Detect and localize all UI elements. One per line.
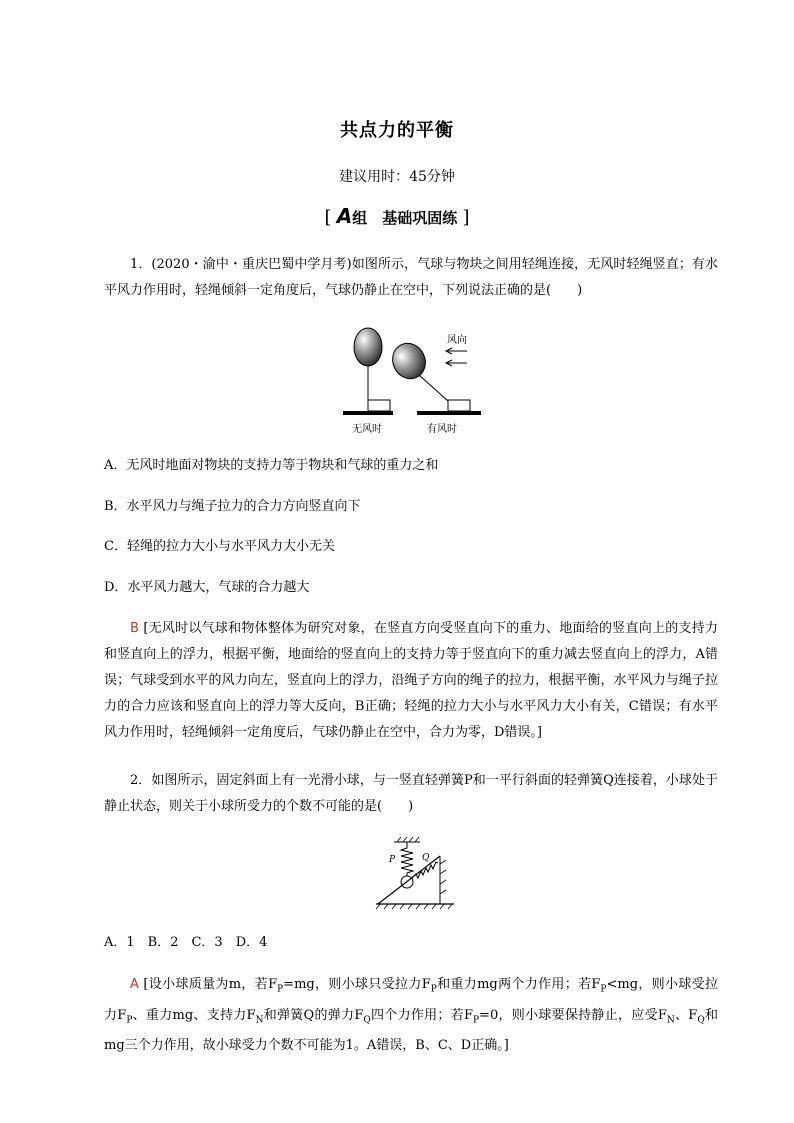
group-bracket-close: ] (462, 207, 470, 228)
block-with-wind (448, 400, 470, 411)
q1-figure (335, 325, 485, 440)
no-wind-caption: 无风时 (352, 424, 382, 435)
group-label: 组 基础巩固练 (352, 209, 458, 227)
spring-q (412, 862, 438, 878)
q2-explanation: [设小球质量为m，若$F_P=mg$，则小球只受拉力$F_P$和重力mg两个力作用；若$F_P<mg$，则小球受拉力$F_P$、重力mg、支持力$F_N$和弹簧Q的弹力$F_Q$四个力作用；若$F_P=0$，则小球要保持静止，应受$F_N$、$F_Q$和mg三个力作用，故小球受力个数不可能为1。A错误，B、C、D正确。] (104, 977, 719, 1054)
no-wind-scene (343, 328, 393, 415)
q1-explanation-block (104, 616, 718, 746)
q1-explanation: [无风时以气球和物体整体为研究对象，在竖直方向受竖直向下的重力、地面给的竖直向上的支持力和竖直向上的浮力，根据平衡，地面给的竖直向上的支持力等于竖直向下的重力减去竖直向上的浮力，A错误；气球受到水平的风力向左，竖直向上的浮力，沿绳子方向的绳子的拉力，根据平衡，水平风力与绳子拉力的合力应该和竖直向上的浮力等大反向，B正确；轻绳的拉力大小与水平风力大小有关，C错误；有水平风力作用时，轻绳倾斜一定角度后，气球仍静止在空中，合力为零，D错误。] (104, 621, 718, 740)
q1-option-a: A．无风时地面对物块的支持力等于物块和气球的重力之和 (104, 458, 439, 473)
ground-with-wind (417, 411, 481, 415)
q1-answer: B (130, 621, 139, 636)
ground-hatch (376, 904, 452, 909)
ceiling-hatch (397, 837, 419, 842)
q2-answer: A (130, 977, 139, 992)
q1-stem (104, 252, 718, 304)
group-bracket-open: [ (324, 207, 332, 228)
q1-option-d: D．水平风力越大，气球的合力越大 (104, 580, 310, 595)
block-no-wind (368, 400, 390, 411)
rope-with-wind (419, 375, 448, 401)
balloon-no-wind (354, 328, 382, 366)
balloon-with-wind (387, 338, 431, 384)
q1-option-c: C．轻绳的拉力大小与水平风力大小无关 (104, 539, 335, 554)
q2-options: A．1 B．2 C．3 D．4 (104, 935, 268, 950)
suggested-time: 建议用时：45分钟 (339, 169, 455, 185)
q2-explanation-block (104, 972, 718, 1059)
page-title: 共点力的平衡 (340, 120, 454, 141)
q1-stem-line1: 1．(2020・渝中・重庆巴蜀中学月考)如图所示，气球与物块之间用轻绳连接，无风时轻绳竖直；有 (130, 257, 705, 272)
group-banner (0, 204, 794, 228)
wind-direction-label: 风向 (447, 335, 467, 346)
group-letter: A (336, 204, 353, 228)
incline-surface (378, 856, 440, 904)
spring-q-label: Q (422, 853, 430, 863)
q2-stem: 2．如图所示，固定斜面上有一光滑小球，与一竖直轻弹簧P和一平行斜面的轻弹簧Q连接着，小球处于静止状态，则关于小球所受力的个数不可能的是( ) (104, 773, 718, 814)
spring-p-label: P (389, 855, 396, 865)
q1-option-b: B．水平风力与绳子拉力的合力方向竖直向下 (104, 499, 361, 514)
with-wind-caption: 有风时 (427, 424, 457, 435)
q2-figure (372, 836, 462, 912)
incline-hatch (440, 860, 446, 894)
spring-p (401, 842, 413, 876)
ground-no-wind (343, 411, 393, 415)
q1-stem-line2: 水平风力作用时，轻绳倾斜一定角度后，气球仍静止在空中，下列说法正确的是( ) (104, 257, 718, 298)
wind-scene (387, 333, 481, 415)
